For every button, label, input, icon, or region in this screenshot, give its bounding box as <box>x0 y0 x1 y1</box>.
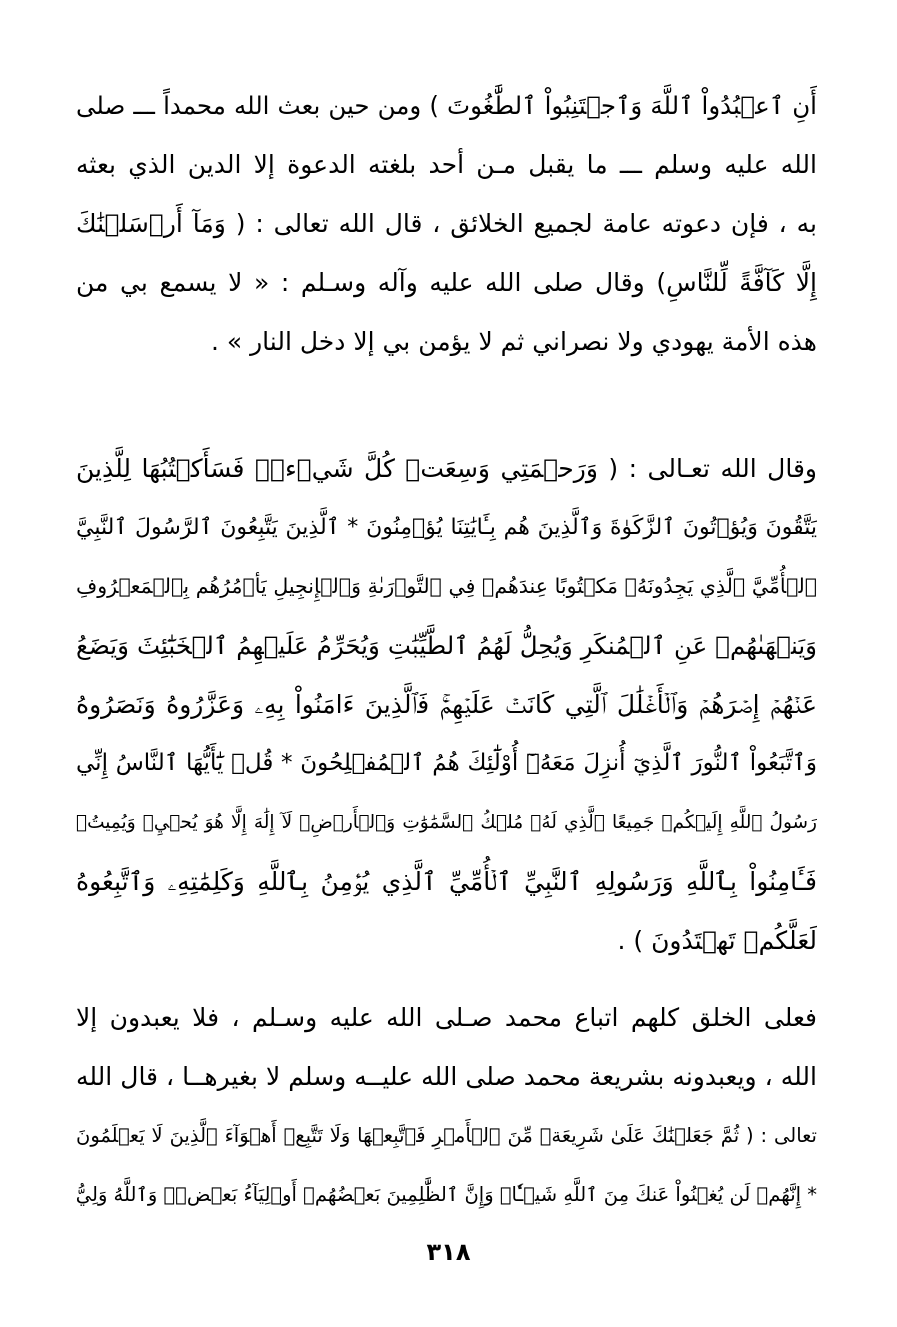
text-line: * إِنَّهُمۡ لَن يُغۡنُواْ عَنكَ مِنَ ٱللَّهِ شَيۡـٔٗاۚ وَإِنَّ ٱلظَّٰلِمِينَ بَعۡضُهُمۡ أَوۡلِيَآءُ بَعۡضٖۖ وَٱللَّهُ وَلِيُّ <box>76 1183 817 1206</box>
text-line: به ، فإن دعوته عامة لجميع الخلائق ، قال الله تعالى : ( وَمَآ أَرۡسَلۡنَٰكَ <box>76 209 817 238</box>
text-line: فَـَٔامِنُواْ بِٱللَّهِ وَرَسُولِهِ ٱلنَّبِيِّ ٱلۡأُمِّيِّ ٱلَّذِي يُؤۡمِنُ بِٱللَّهِ وَكَلِمَٰتِهِۦ وَٱتَّبِعُوهُ <box>76 867 817 896</box>
page-number: ٣١٨ <box>426 1238 471 1266</box>
text-line: إِلَّا كَآفَّةً لِّلنَّاسِ) وقال صلى الله عليه وآله وسـلم : « لا يسمع بي من <box>76 268 817 297</box>
paragraph-1 <box>76 76 817 371</box>
paragraph-spacer <box>76 970 817 988</box>
text-line: هذه الأمة يهودي ولا نصراني ثم لا يؤمن بي إلا دخل النار » . <box>210 327 817 356</box>
paragraph-2 <box>76 439 817 970</box>
text-line: وقال الله تعـالى : ( وَرَحۡمَتِي وَسِعَتۡ كُلَّ شَيۡءٖۚ فَسَأَكۡتُبُهَا لِلَّذِينَ <box>76 454 817 483</box>
text-line: رَسُولُ ٱللَّهِ إِلَيۡكُمۡ جَمِيعًا ٱلَّذِي لَهُۥ مُلۡكُ ٱلسَّمَٰوَٰتِ وَٱلۡأَرۡضِۖ لَآ إِلَٰهَ إِلَّا هُوَ يُحۡيِۦ وَيُمِيتُۖ <box>76 812 817 833</box>
text-line: لَعَلَّكُمۡ تَهۡتَدُونَ ) . <box>617 926 817 955</box>
text-line: فعلى الخلق كلهم اتباع محمد صـلى الله عليه وسـلم ، فلا يعبدون إلا <box>76 1003 817 1032</box>
text-line: الله عليه وسلم ـــ ما يقبل مـن أحد بلغته الدعوة إلا الدين الذي بعثه <box>76 150 817 179</box>
text-line: الله ، ويعبدونه بشريعة محمد صلى الله عليــه وسلم لا بغيرهــا ، قال الله <box>76 1062 817 1091</box>
text-line: ٱلۡأُمِّيَّ ٱلَّذِي يَجِدُونَهُۥ مَكۡتُوبًا عِندَهُمۡ فِي ٱلتَّوۡرَىٰةِ وَٱلۡإِنجِيلِ يَأۡمُرُهُم بِٱلۡمَعۡرُوفِ <box>76 574 817 598</box>
text-line: أَنِ ٱعۡبُدُواْ ٱللَّهَ وَٱجۡتَنِبُواْ ٱلطَّٰغُوتَ ) ومن حين بعث الله محمداً ـــ صلى <box>76 91 817 120</box>
text-line: عَنۡهُمۡ إِصۡرَهُمۡ وَٱلۡأَغۡلَٰلَ ٱلَّتِي كَانَتۡ عَلَيۡهِمۡۚ فَٱلَّذِينَ ءَامَنُواْ بِهِۦ وَعَزَّرُوهُ وَنَصَرُوهُ <box>76 690 817 719</box>
paragraph-3 <box>76 988 817 1224</box>
text-line: يَتَّقُونَ وَيُؤۡتُونَ ٱلزَّكَوٰةَ وَٱلَّذِينَ هُم بِـَٔايَٰتِنَا يُؤۡمِنُونَ * ٱلَّذِينَ يَتَّبِعُونَ ٱلرَّسُولَ ٱلنَّبِيَّ <box>76 515 817 540</box>
text-line: وَٱتَّبَعُواْ ٱلنُّورَ ٱلَّذِيٓ أُنزِلَ مَعَهُۥٓ أُوْلَٰٓئِكَ هُمُ ٱلۡمُفۡلِحُونَ * قُلۡ يَٰٓأَيُّهَا ٱلنَّاسُ إِنِّي <box>76 750 817 776</box>
text-line: تعالى : ( ثُمَّ جَعَلۡنَٰكَ عَلَىٰ شَرِيعَةٖ مِّنَ ٱلۡأَمۡرِ فَٱتَّبِعۡهَا وَلَا تَتَّبِعۡ أَهۡوَآءَ ٱلَّذِينَ لَا يَعۡلَمُونَ <box>76 1124 817 1147</box>
text-line: وَيَنۡهَىٰهُمۡ عَنِ ٱلۡمُنكَرِ وَيُحِلُّ لَهُمُ ٱلطَّيِّبَٰتِ وَيُحَرِّمُ عَلَيۡهِمُ ٱلۡخَبَٰٓئِثَ وَيَضَعُ <box>76 631 817 660</box>
paragraph-spacer <box>76 371 817 439</box>
